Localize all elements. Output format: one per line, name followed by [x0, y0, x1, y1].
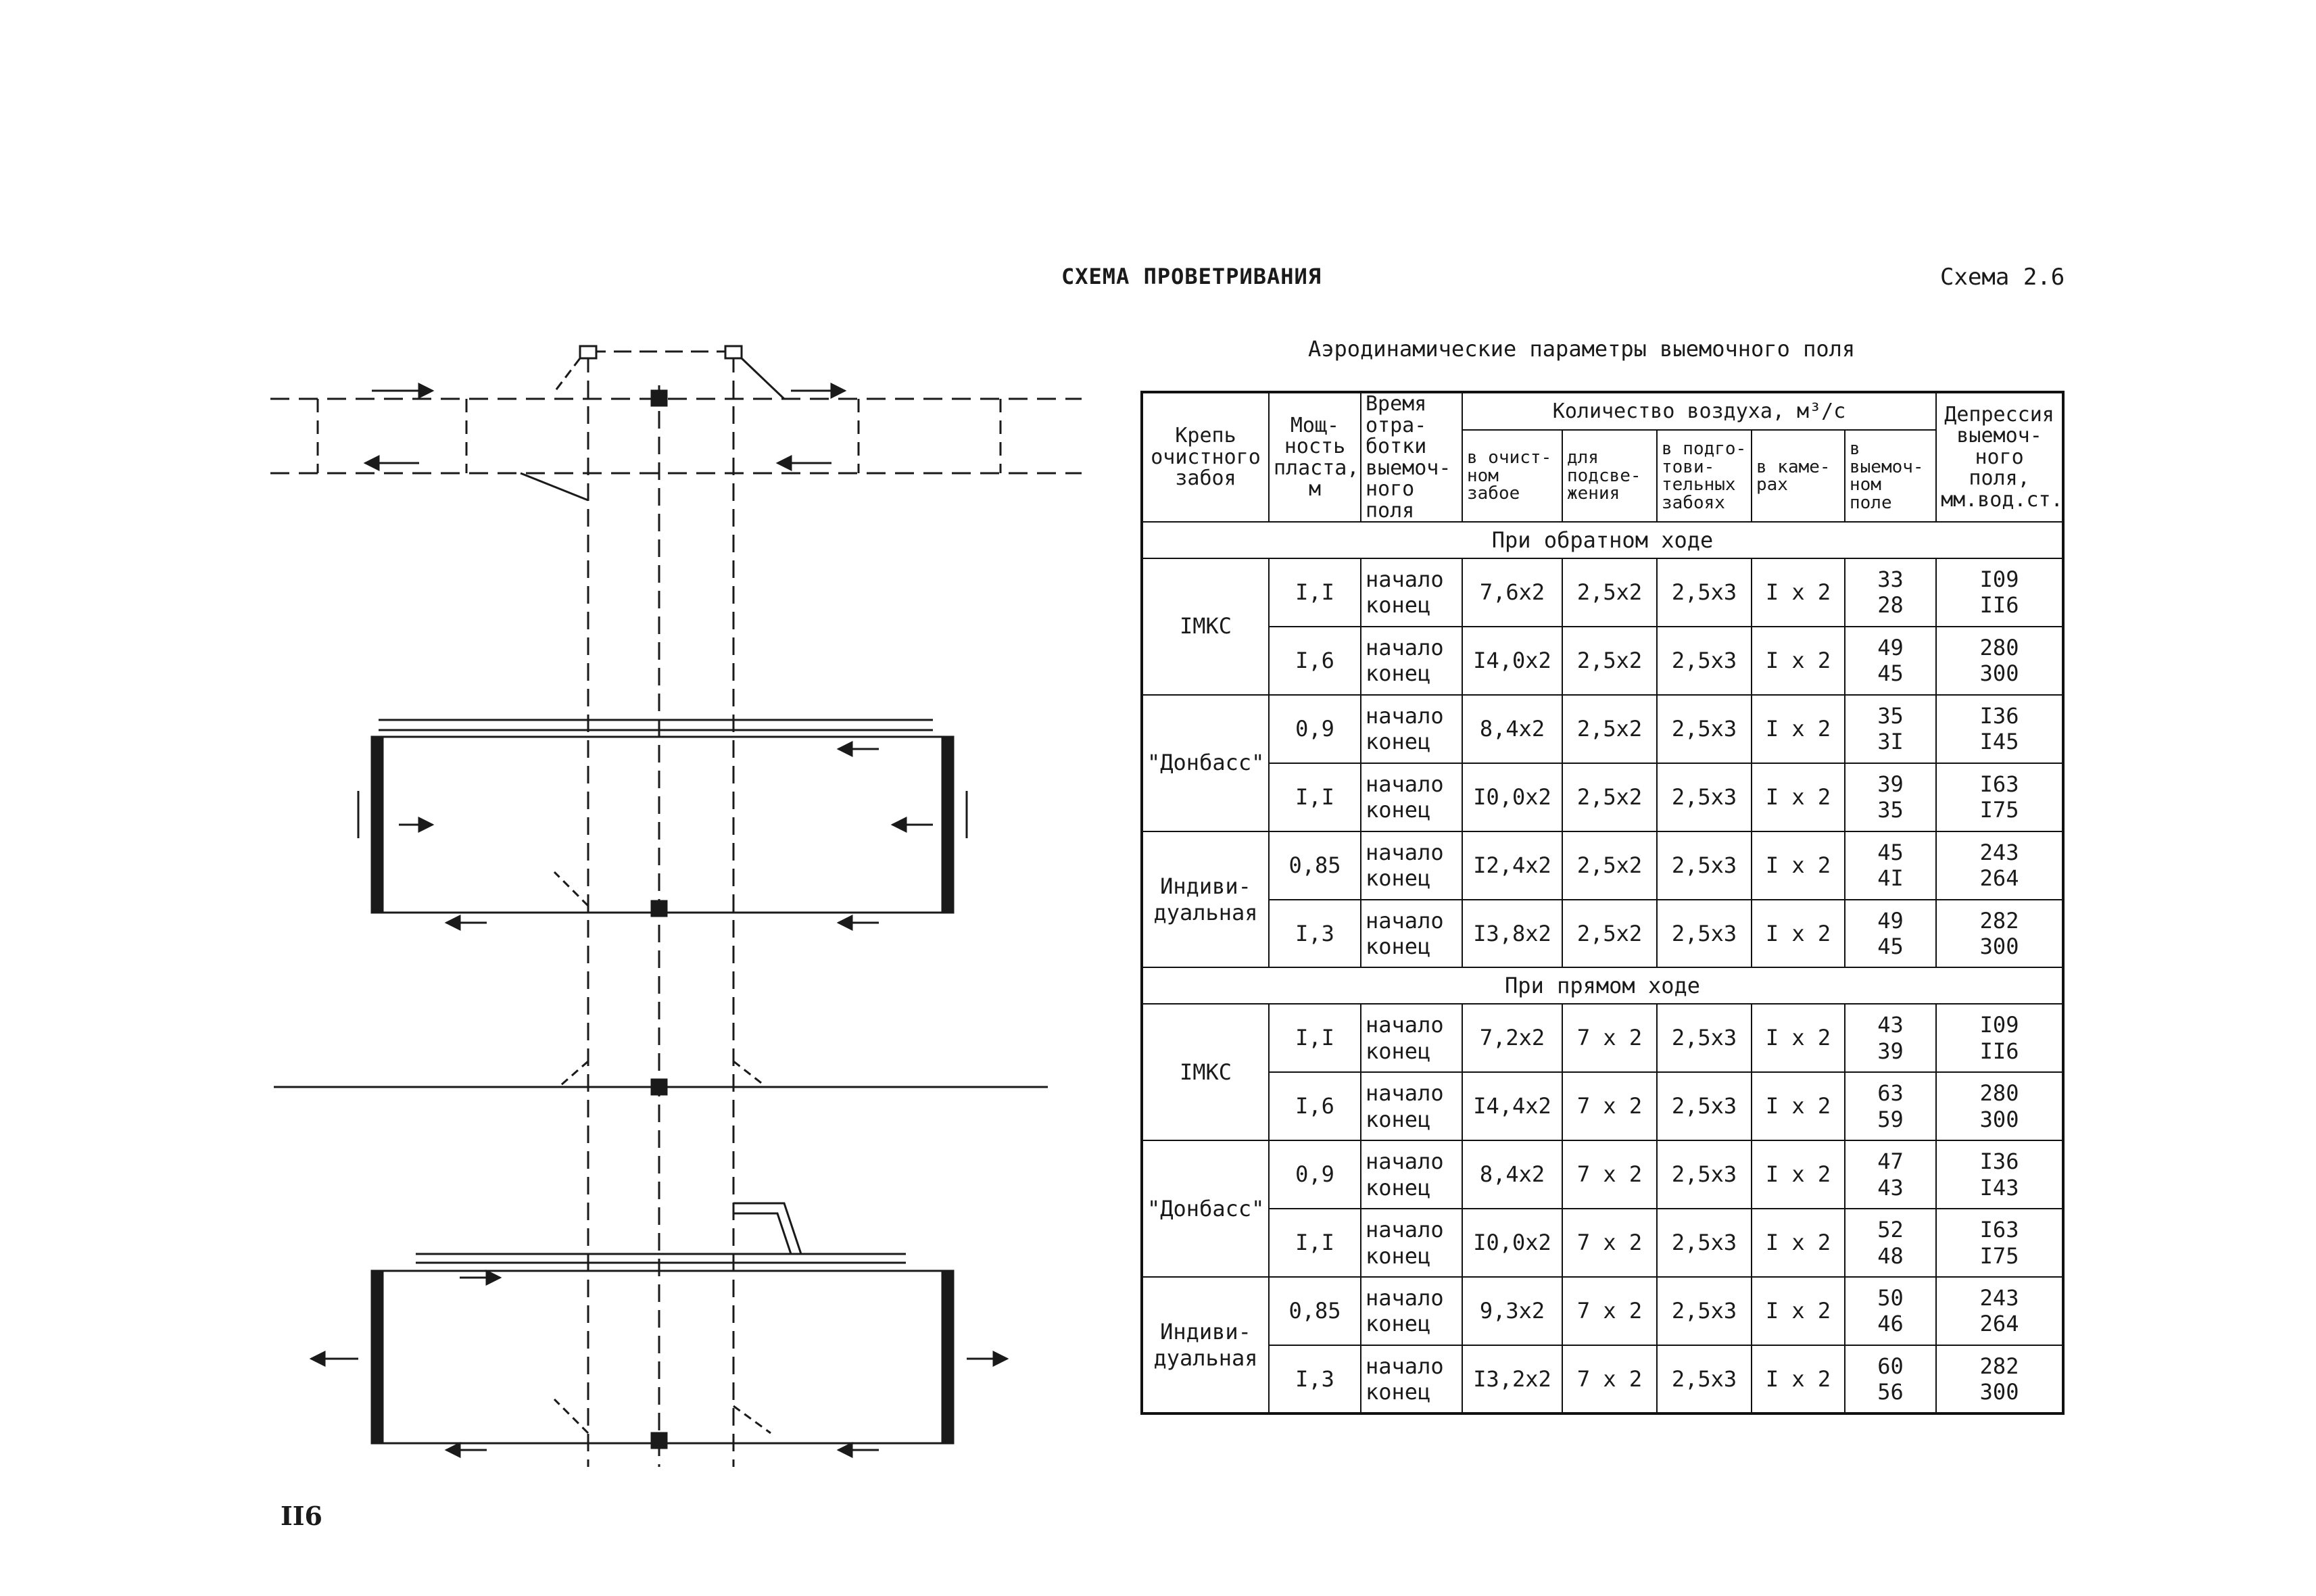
air-total-cell-value: 28 — [1877, 592, 1904, 619]
aerodynamic-parameters-table — [1140, 391, 2065, 1415]
depression-cell-value: I45 — [1979, 729, 2019, 755]
time-cell — [1361, 1209, 1462, 1277]
air-total-cell — [1845, 695, 1936, 763]
air-support-cell: 2,5x2 — [1562, 558, 1657, 627]
depression-cell-value: I63 — [1979, 1217, 2019, 1243]
air-chambers-cell: I x 2 — [1752, 1140, 1845, 1209]
air-total-cell — [1845, 900, 1936, 968]
section-title: При обратном ходе — [1142, 522, 2063, 558]
depression-cell-value: I63 — [1979, 771, 2019, 797]
table-row — [1142, 1140, 2063, 1209]
air-total-cell — [1845, 627, 1936, 695]
depression-cell-value: 280 — [1979, 1080, 2019, 1107]
air-chambers-cell: I x 2 — [1752, 900, 1845, 968]
thickness-cell: 0,9 — [1269, 695, 1361, 763]
air-chambers-cell: I x 2 — [1752, 763, 1845, 831]
support-type-cell: Индиви-дуальная — [1142, 1277, 1269, 1413]
air-total-cell-value: 39 — [1877, 771, 1904, 797]
time-cell — [1361, 1140, 1462, 1209]
support-type-cell: IМКС — [1142, 558, 1269, 695]
air-total-cell-value: 47 — [1877, 1148, 1904, 1175]
air-face-cell: 7,2x2 — [1462, 1004, 1562, 1072]
time-start: начало — [1366, 1080, 1444, 1107]
support-type-cell: "Донбасс" — [1142, 1140, 1269, 1277]
air-support-cell: 7 x 2 — [1562, 1004, 1657, 1072]
time-cell — [1361, 1004, 1462, 1072]
depression-cell — [1936, 831, 2063, 900]
table-row — [1142, 1277, 2063, 1345]
air-total-cell — [1845, 1277, 1936, 1345]
air-prep-cell: 2,5x3 — [1657, 1140, 1752, 1209]
air-prep-cell: 2,5x3 — [1657, 831, 1752, 900]
air-chambers-cell: I x 2 — [1752, 1072, 1845, 1140]
air-total-cell-value: 49 — [1877, 634, 1904, 660]
table-row — [1142, 900, 2063, 968]
air-face-cell: I0,0x2 — [1462, 1209, 1562, 1277]
air-total-cell-value: 60 — [1877, 1353, 1904, 1379]
time-start: начало — [1366, 1217, 1444, 1243]
air-total-cell — [1845, 1072, 1936, 1140]
time-cell — [1361, 831, 1462, 900]
air-total-cell-value: 45 — [1877, 933, 1904, 959]
time-cell — [1361, 627, 1462, 695]
air-support-cell: 7 x 2 — [1562, 1345, 1657, 1413]
air-total-cell-value: 48 — [1877, 1242, 1904, 1269]
depression-cell — [1936, 900, 2063, 968]
depression-cell — [1936, 627, 2063, 695]
time-end: конец — [1366, 1174, 1431, 1201]
depression-cell-value: 282 — [1979, 1353, 2019, 1379]
air-face-cell: 8,4x2 — [1462, 695, 1562, 763]
time-end: конец — [1366, 1242, 1431, 1269]
air-face-cell: 7,6x2 — [1462, 558, 1562, 627]
air-total-cell-value: 63 — [1877, 1080, 1904, 1107]
time-end: конец — [1366, 797, 1431, 823]
col-header-air-group: Количество воздуха, м³/с — [1462, 392, 1936, 430]
time-end: конец — [1366, 660, 1431, 687]
depression-cell-value: II6 — [1979, 1038, 2019, 1064]
air-prep-cell: 2,5x3 — [1657, 695, 1752, 763]
time-end: конец — [1366, 1378, 1431, 1405]
support-type-cell: "Донбасс" — [1142, 695, 1269, 831]
time-start: начало — [1366, 634, 1444, 660]
air-total-cell-value: 33 — [1877, 566, 1904, 592]
time-start: начало — [1366, 839, 1444, 865]
time-cell — [1361, 1072, 1462, 1140]
table-row — [1142, 627, 2063, 695]
depression-cell — [1936, 1004, 2063, 1072]
depression-cell — [1936, 763, 2063, 831]
air-total-cell-value: 49 — [1877, 907, 1904, 934]
depression-cell-value: I36 — [1979, 702, 2019, 729]
air-chambers-cell: I x 2 — [1752, 1345, 1845, 1413]
depression-cell-value: 243 — [1979, 1285, 2019, 1311]
air-total-cell-value: 43 — [1877, 1012, 1904, 1038]
depression-cell-value: 243 — [1979, 839, 2019, 865]
air-total-cell-value: 43 — [1877, 1174, 1904, 1201]
time-end: конец — [1366, 1311, 1431, 1337]
depression-cell — [1936, 1209, 2063, 1277]
air-chambers-cell: I x 2 — [1752, 831, 1845, 900]
depression-cell — [1936, 1345, 2063, 1413]
air-support-cell: 2,5x2 — [1562, 900, 1657, 968]
air-prep-cell: 2,5x3 — [1657, 558, 1752, 627]
air-total-cell — [1845, 1345, 1936, 1413]
air-face-cell: I0,0x2 — [1462, 763, 1562, 831]
extraction-panel-upper — [358, 720, 967, 923]
page-number: II6 — [281, 1501, 322, 1531]
depression-cell-value: 300 — [1979, 1378, 2019, 1405]
air-total-cell-value: 3I — [1877, 729, 1904, 755]
time-end: конец — [1366, 933, 1431, 959]
depression-cell-value: II6 — [1979, 592, 2019, 619]
col-header-air-chambers: в каме-рах — [1752, 430, 1845, 522]
table-row — [1142, 1209, 2063, 1277]
ventilation-scheme-diagram — [257, 331, 1082, 1480]
time-end: конец — [1366, 592, 1431, 619]
table-row — [1142, 763, 2063, 831]
thickness-cell: I,3 — [1269, 900, 1361, 968]
air-total-cell — [1845, 763, 1936, 831]
air-total-cell — [1845, 1004, 1936, 1072]
thickness-cell: I,I — [1269, 763, 1361, 831]
air-total-cell-value: 39 — [1877, 1038, 1904, 1064]
section-title: При прямом ходе — [1142, 967, 2063, 1004]
depression-cell-value: 300 — [1979, 1106, 2019, 1132]
depression-cell — [1936, 1140, 2063, 1209]
depression-cell-value: I09 — [1979, 566, 2019, 592]
time-start: начало — [1366, 771, 1444, 797]
air-total-cell — [1845, 1209, 1936, 1277]
depression-cell-value: 282 — [1979, 907, 2019, 934]
depression-cell — [1936, 1072, 2063, 1140]
col-header-support: Крепь очистного забоя — [1142, 392, 1269, 522]
air-total-cell-value: 50 — [1877, 1285, 1904, 1311]
table-row — [1142, 558, 2063, 627]
support-type-cell: IМКС — [1142, 1004, 1269, 1140]
time-cell — [1361, 1345, 1462, 1413]
depression-cell-value: 300 — [1979, 660, 2019, 687]
air-total-cell-value: 59 — [1877, 1106, 1904, 1132]
time-cell — [1361, 763, 1462, 831]
table-caption: Аэродинамические параметры выемочного поля — [1308, 336, 1856, 362]
thickness-cell: 0,85 — [1269, 1277, 1361, 1345]
time-start: начало — [1366, 702, 1444, 729]
air-total-cell-value: 4I — [1877, 865, 1904, 891]
col-header-time: Время отра-ботки выемоч-ного поля — [1361, 392, 1462, 522]
table-row — [1142, 831, 2063, 900]
air-face-cell: I4,0x2 — [1462, 627, 1562, 695]
air-total-cell-value: 56 — [1877, 1378, 1904, 1405]
main-roadway-top — [270, 391, 1082, 473]
thickness-cell: I,6 — [1269, 627, 1361, 695]
air-prep-cell: 2,5x3 — [1657, 1345, 1752, 1413]
air-total-cell-value: 35 — [1877, 702, 1904, 729]
air-support-cell: 2,5x2 — [1562, 763, 1657, 831]
page-title: СХЕМА ПРОВЕТРИВАНИЯ — [1061, 264, 1322, 289]
depression-cell — [1936, 1277, 2063, 1345]
thickness-cell: I,3 — [1269, 1345, 1361, 1413]
air-prep-cell: 2,5x3 — [1657, 1277, 1752, 1345]
air-face-cell: I3,8x2 — [1462, 900, 1562, 968]
air-chambers-cell: I x 2 — [1752, 1209, 1845, 1277]
depression-cell-value: I75 — [1979, 797, 2019, 823]
depression-cell-value: I43 — [1979, 1174, 2019, 1201]
time-end: конец — [1366, 729, 1431, 755]
air-support-cell: 7 x 2 — [1562, 1072, 1657, 1140]
air-chambers-cell: I x 2 — [1752, 1004, 1845, 1072]
col-header-air-support: для подсве-жения — [1562, 430, 1657, 522]
thickness-cell: I,6 — [1269, 1072, 1361, 1140]
depression-cell — [1936, 695, 2063, 763]
thickness-cell: I,I — [1269, 558, 1361, 627]
section-row — [1142, 967, 2063, 1004]
air-support-cell: 2,5x2 — [1562, 627, 1657, 695]
air-total-cell-value: 45 — [1877, 660, 1904, 687]
air-prep-cell: 2,5x3 — [1657, 1072, 1752, 1140]
time-cell — [1361, 695, 1462, 763]
time-start: начало — [1366, 566, 1444, 592]
time-end: конец — [1366, 1038, 1431, 1064]
thickness-cell: I,I — [1269, 1209, 1361, 1277]
support-type-cell: Индиви-дуальная — [1142, 831, 1269, 968]
scheme-number: Схема 2.6 — [1940, 264, 2065, 291]
time-start: начало — [1366, 1012, 1444, 1038]
time-start: начало — [1366, 1285, 1444, 1311]
air-prep-cell: 2,5x3 — [1657, 763, 1752, 831]
table-row — [1142, 1072, 2063, 1140]
air-support-cell: 7 x 2 — [1562, 1277, 1657, 1345]
table-row — [1142, 1004, 2063, 1072]
air-face-cell: I4,4x2 — [1462, 1072, 1562, 1140]
thickness-cell: 0,85 — [1269, 831, 1361, 900]
air-prep-cell: 2,5x3 — [1657, 1209, 1752, 1277]
air-support-cell: 2,5x2 — [1562, 695, 1657, 763]
air-support-cell: 7 x 2 — [1562, 1140, 1657, 1209]
air-total-cell — [1845, 831, 1936, 900]
time-end: конец — [1366, 865, 1431, 891]
table-row — [1142, 695, 2063, 763]
air-total-cell — [1845, 1140, 1936, 1209]
time-cell — [1361, 900, 1462, 968]
air-total-cell-value: 46 — [1877, 1311, 1904, 1337]
air-support-cell: 7 x 2 — [1562, 1209, 1657, 1277]
section-row — [1142, 522, 2063, 558]
time-start: начало — [1366, 1353, 1444, 1379]
depression-cell-value: 300 — [1979, 933, 2019, 959]
depression-cell-value: 264 — [1979, 865, 2019, 891]
air-face-cell: 9,3x2 — [1462, 1277, 1562, 1345]
air-prep-cell: 2,5x3 — [1657, 627, 1752, 695]
depression-cell-value: I36 — [1979, 1148, 2019, 1175]
thickness-cell: I,I — [1269, 1004, 1361, 1072]
air-prep-cell: 2,5x3 — [1657, 1004, 1752, 1072]
time-start: начало — [1366, 1148, 1444, 1175]
col-header-thickness: Мощ-ность пласта, м — [1269, 392, 1361, 522]
col-header-air-face: в очист-ном забое — [1462, 430, 1562, 522]
air-face-cell: 8,4x2 — [1462, 1140, 1562, 1209]
time-end: конец — [1366, 1106, 1431, 1132]
depression-cell-value: 264 — [1979, 1311, 2019, 1337]
air-face-cell: I3,2x2 — [1462, 1345, 1562, 1413]
air-support-cell: 2,5x2 — [1562, 831, 1657, 900]
air-total-cell-value: 35 — [1877, 797, 1904, 823]
air-total-cell — [1845, 558, 1936, 627]
air-face-cell: I2,4x2 — [1462, 831, 1562, 900]
air-total-cell-value: 52 — [1877, 1217, 1904, 1243]
time-cell — [1361, 1277, 1462, 1345]
col-header-depression: Депрессия выемоч-ного поля, мм.вод.ст. — [1936, 392, 2063, 522]
time-start: начало — [1366, 907, 1444, 934]
thickness-cell: 0,9 — [1269, 1140, 1361, 1209]
time-cell — [1361, 558, 1462, 627]
air-chambers-cell: I x 2 — [1752, 1277, 1845, 1345]
air-chambers-cell: I x 2 — [1752, 558, 1845, 627]
depression-cell-value: 280 — [1979, 634, 2019, 660]
depression-cell-value: I09 — [1979, 1012, 2019, 1038]
table-row — [1142, 1345, 2063, 1413]
air-chambers-cell: I x 2 — [1752, 695, 1845, 763]
col-header-air-prep: в подго-тови-тельных забоях — [1657, 430, 1752, 522]
air-prep-cell: 2,5x3 — [1657, 900, 1752, 968]
depression-cell — [1936, 558, 2063, 627]
air-total-cell-value: 45 — [1877, 839, 1904, 865]
col-header-air-total: в выемоч-ном поле — [1845, 430, 1936, 522]
depression-cell-value: I75 — [1979, 1242, 2019, 1269]
air-chambers-cell: I x 2 — [1752, 627, 1845, 695]
